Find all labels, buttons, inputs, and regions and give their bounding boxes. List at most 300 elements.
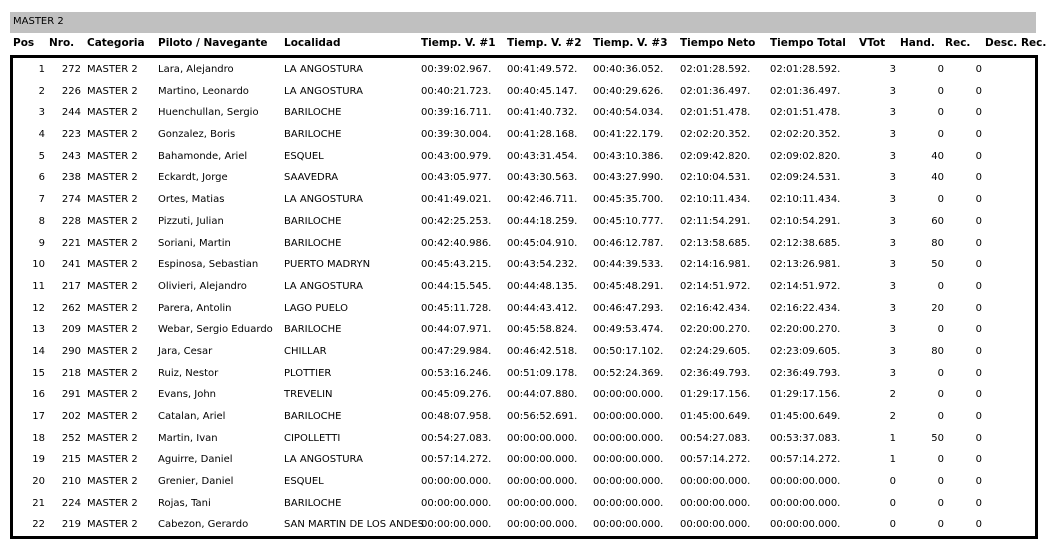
cell-tiempo-neto: 02:36:49.793. [680,367,751,379]
header-tiempo-v3: Tiemp. V. #3 [593,37,668,49]
cell-nro: 243 [61,150,81,162]
cell-tiempo-v1: 00:42:40.986. [421,237,492,249]
cell-tiempo-total: 02:01:36.497. [770,85,841,97]
cell-categoria: MASTER 2 [87,280,138,292]
cell-tiempo-total: 02:36:49.793. [770,367,841,379]
cell-hand: 0 [937,107,944,119]
cell-tiempo-v2: 00:00:00.000. [507,476,578,488]
cell-categoria: MASTER 2 [87,85,138,97]
cell-localidad: LAGO PUELO [284,302,349,314]
cell-rec: 0 [975,367,982,379]
cell-tiempo-v2: 00:41:40.732. [507,107,578,119]
header-desc-rec: Desc. Rec. [985,37,1047,49]
cell-vtot: 2 [889,411,896,422]
cell-vtot: 3 [889,367,896,379]
cell-tiempo-neto: 02:14:16.981. [680,259,751,271]
cell-piloto: Grenier, Daniel [158,476,234,488]
cell-tiempo-v1: 00:43:05.977. [421,172,492,184]
cell-tiempo-v1: 00:47:29.984. [421,345,492,357]
cell-tiempo-neto: 00:54:27.083. [680,432,751,444]
cell-hand: 0 [937,454,944,466]
cell-tiempo-neto: 02:24:29.605. [680,345,751,357]
cell-categoria: MASTER 2 [87,215,138,227]
cell-tiempo-v3: 00:52:24.369. [593,367,664,379]
cell-pos: 14 [32,345,45,357]
cell-tiempo-v2: 00:43:30.563. [507,172,578,184]
cell-tiempo-total: 00:00:00.000. [770,519,841,531]
cell-piloto: Martino, Leonardo [158,85,249,97]
cell-categoria: MASTER 2 [87,302,138,314]
cell-vtot: 2 [889,389,896,401]
cell-categoria: MASTER 2 [87,454,138,466]
cell-categoria: MASTER 2 [87,324,138,336]
table-row [0,234,1047,256]
cell-vtot: 3 [889,237,896,249]
cell-hand: 0 [937,367,944,379]
cell-nro: 224 [61,497,81,509]
cell-localidad: SAN MARTIN DE LOS ANDES [284,519,424,531]
cell-categoria: MASTER 2 [87,259,138,271]
cell-localidad: SAAVEDRA [284,172,339,184]
cell-tiempo-v3: 00:50:17.102. [593,345,664,357]
cell-vtot: 3 [889,172,896,184]
table-row [0,168,1047,190]
cell-tiempo-total: 02:12:38.685. [770,237,841,249]
cell-tiempo-total: 02:14:51.972. [770,280,841,292]
cell-tiempo-v3: 00:46:47.293. [593,302,664,314]
cell-nro: 218 [61,367,81,379]
cell-localidad: BARILOCHE [284,129,342,141]
cell-piloto: Huenchullan, Sergio [158,107,259,119]
cell-hand: 0 [937,194,944,206]
cell-pos: 10 [32,259,45,271]
cell-piloto: Soriani, Martin [158,237,231,249]
cell-piloto: Ruiz, Nestor [158,367,219,379]
cell-localidad: LA ANGOSTURA [284,454,363,466]
cell-localidad: CIPOLLETTI [284,432,341,444]
cell-nro: 215 [61,454,81,466]
cell-tiempo-total: 00:53:37.083. [770,432,841,444]
cell-tiempo-neto: 01:45:00.649. [680,411,751,422]
cell-tiempo-v1: 00:54:27.083. [421,432,492,444]
results-table-body [0,60,1047,537]
cell-localidad: ESQUEL [284,150,324,162]
cell-categoria: MASTER 2 [87,497,138,509]
cell-nro: 290 [61,345,81,357]
cell-tiempo-v1: 00:39:16.711. [421,107,492,119]
cell-tiempo-neto: 00:00:00.000. [680,497,751,509]
cell-vtot: 3 [889,259,896,271]
cell-tiempo-total: 02:02:20.352. [770,129,841,141]
cell-categoria: MASTER 2 [87,367,138,379]
cell-pos: 1 [38,64,45,75]
cell-localidad: LA ANGOSTURA [284,85,363,97]
cell-nro: 252 [61,432,81,444]
cell-tiempo-v2: 00:40:45.147. [507,85,578,97]
table-row [0,342,1047,364]
cell-piloto: Gonzalez, Boris [158,129,236,141]
cell-tiempo-v3: 00:45:35.700. [593,194,664,206]
cell-tiempo-v2: 00:42:46.711. [507,194,578,206]
cell-rec: 0 [975,302,982,314]
cell-nro: 272 [61,64,81,75]
cell-tiempo-v2: 00:44:07.880. [507,389,578,401]
cell-piloto: Rojas, Tani [158,497,211,509]
cell-pos: 9 [38,237,45,249]
cell-tiempo-total: 01:45:00.649. [770,411,841,422]
header-vtot: VTot [859,37,886,49]
cell-tiempo-neto: 02:20:00.270. [680,324,751,336]
cell-localidad: BARILOCHE [284,411,342,422]
table-row [0,125,1047,147]
cell-vtot: 1 [889,454,896,466]
cell-tiempo-neto: 02:13:58.685. [680,237,751,249]
cell-rec: 0 [975,389,982,401]
cell-pos: 3 [38,107,45,119]
cell-vtot: 0 [889,476,896,488]
cell-nro: 219 [61,519,81,531]
cell-localidad: BARILOCHE [284,215,342,227]
cell-tiempo-v1: 00:41:49.021. [421,194,492,206]
cell-categoria: MASTER 2 [87,432,138,444]
table-row [0,103,1047,125]
cell-piloto: Espinosa, Sebastian [158,259,259,271]
cell-localidad: BARILOCHE [284,324,342,336]
cell-tiempo-v3: 00:43:10.386. [593,150,664,162]
header-tiempo-total: Tiempo Total [770,37,846,49]
cell-vtot: 3 [889,324,896,336]
cell-rec: 0 [975,324,982,336]
cell-vtot: 0 [889,497,896,509]
cell-vtot: 3 [889,280,896,292]
cell-localidad: LA ANGOSTURA [284,194,363,206]
cell-tiempo-neto: 00:57:14.272. [680,454,751,466]
cell-rec: 0 [975,476,982,488]
cell-categoria: MASTER 2 [87,411,138,422]
cell-tiempo-total: 02:16:22.434. [770,302,841,314]
cell-hand: 50 [931,432,944,444]
cell-vtot: 3 [889,194,896,206]
cell-tiempo-total: 00:00:00.000. [770,497,841,509]
cell-tiempo-total: 01:29:17.156. [770,389,841,401]
cell-tiempo-v2: 00:44:18.259. [507,215,578,227]
cell-tiempo-v2: 00:00:00.000. [507,454,578,466]
cell-vtot: 3 [889,85,896,97]
cell-tiempo-neto: 02:01:36.497. [680,85,751,97]
cell-piloto: Evans, John [158,389,217,401]
cell-tiempo-v3: 00:40:54.034. [593,107,664,119]
cell-tiempo-total: 02:23:09.605. [770,345,841,357]
cell-pos: 11 [32,280,45,292]
table-row [0,60,1047,82]
cell-tiempo-v3: 00:00:00.000. [593,454,664,466]
cell-tiempo-v1: 00:45:43.215. [421,259,492,271]
cell-vtot: 3 [889,129,896,141]
cell-tiempo-total: 02:01:51.478. [770,107,841,119]
cell-tiempo-total: 00:00:00.000. [770,476,841,488]
cell-nro: 241 [61,259,81,271]
cell-pos: 5 [38,150,45,162]
cell-tiempo-v2: 00:41:49.572. [507,64,578,75]
cell-piloto: Lara, Alejandro [158,64,234,75]
cell-tiempo-v1: 00:44:15.545. [421,280,492,292]
cell-tiempo-v1: 00:00:00.000. [421,476,492,488]
cell-tiempo-neto: 01:29:17.156. [680,389,751,401]
cell-tiempo-v3: 00:40:29.626. [593,85,664,97]
cell-categoria: MASTER 2 [87,150,138,162]
cell-vtot: 1 [889,432,896,444]
cell-hand: 0 [937,411,944,422]
header-tiempo-v2: Tiemp. V. #2 [507,37,582,49]
table-row [0,82,1047,104]
cell-localidad: LA ANGOSTURA [284,280,363,292]
cell-nro: 210 [61,476,81,488]
cell-tiempo-v3: 00:45:10.777. [593,215,664,227]
cell-tiempo-total: 02:10:54.291. [770,215,841,227]
cell-rec: 0 [975,150,982,162]
cell-hand: 50 [931,259,944,271]
cell-pos: 22 [32,519,45,531]
cell-pos: 18 [32,432,45,444]
cell-hand: 0 [937,85,944,97]
cell-hand: 40 [931,150,944,162]
cell-hand: 80 [931,237,944,249]
cell-hand: 0 [937,497,944,509]
cell-pos: 16 [32,389,45,401]
cell-hand: 0 [937,280,944,292]
cell-tiempo-v2: 00:45:58.824. [507,324,578,336]
cell-nro: 228 [61,215,81,227]
cell-tiempo-v2: 00:43:54.232. [507,259,578,271]
cell-tiempo-v2: 00:51:09.178. [507,367,578,379]
cell-rec: 0 [975,411,982,422]
cell-nro: 238 [61,172,81,184]
cell-tiempo-neto: 02:10:04.531. [680,172,751,184]
table-row [0,407,1047,429]
cell-piloto: Cabezon, Gerardo [158,519,249,531]
cell-rec: 0 [975,280,982,292]
cell-categoria: MASTER 2 [87,237,138,249]
cell-localidad: PUERTO MADRYN [284,259,371,271]
cell-tiempo-v1: 00:42:25.253. [421,215,492,227]
cell-nro: 244 [61,107,81,119]
cell-rec: 0 [975,345,982,357]
cell-pos: 8 [38,215,45,227]
cell-rec: 0 [975,85,982,97]
cell-pos: 4 [38,129,45,141]
cell-tiempo-neto: 02:16:42.434. [680,302,751,314]
cell-tiempo-v2: 00:46:42.518. [507,345,578,357]
cell-tiempo-v3: 00:00:00.000. [593,519,664,531]
cell-categoria: MASTER 2 [87,476,138,488]
cell-piloto: Ortes, Matias [158,194,225,206]
cell-vtot: 3 [889,215,896,227]
cell-tiempo-total: 02:01:28.592. [770,64,841,75]
cell-nro: 209 [61,324,81,336]
cell-vtot: 3 [889,107,896,119]
cell-hand: 0 [937,324,944,336]
table-row [0,494,1047,516]
cell-pos: 13 [32,324,45,336]
cell-rec: 0 [975,194,982,206]
cell-tiempo-v2: 00:44:48.135. [507,280,578,292]
cell-tiempo-v2: 00:00:00.000. [507,497,578,509]
cell-tiempo-v3: 00:43:27.990. [593,172,664,184]
cell-tiempo-v1: 00:57:14.272. [421,454,492,466]
cell-pos: 15 [32,367,45,379]
cell-tiempo-v3: 00:41:22.179. [593,129,664,141]
cell-hand: 80 [931,345,944,357]
cell-pos: 12 [32,302,45,314]
cell-localidad: CHILLAR [284,345,327,357]
cell-nro: 221 [61,237,81,249]
cell-categoria: MASTER 2 [87,345,138,357]
cell-rec: 0 [975,172,982,184]
cell-tiempo-total: 02:09:02.820. [770,150,841,162]
header-pos: Pos [13,37,35,49]
cell-hand: 40 [931,172,944,184]
cell-localidad: TREVELIN [284,389,333,401]
table-row [0,255,1047,277]
cell-tiempo-v3: 00:40:36.052. [593,64,664,75]
cell-nro: 202 [61,411,81,422]
cell-vtot: 3 [889,345,896,357]
table-row [0,212,1047,234]
cell-rec: 0 [975,519,982,531]
cell-tiempo-v1: 00:39:02.967. [421,64,492,75]
cell-tiempo-v3: 00:00:00.000. [593,389,664,401]
cell-tiempo-v1: 00:45:09.276. [421,389,492,401]
cell-tiempo-v3: 00:00:00.000. [593,411,664,422]
cell-tiempo-v3: 00:46:12.787. [593,237,664,249]
cell-tiempo-v1: 00:39:30.004. [421,129,492,141]
cell-pos: 17 [32,411,45,422]
cell-tiempo-v2: 00:45:04.910. [507,237,578,249]
cell-tiempo-v3: 00:00:00.000. [593,432,664,444]
cell-localidad: PLOTTIER [284,367,332,379]
cell-hand: 0 [937,389,944,401]
cell-localidad: LA ANGOSTURA [284,64,363,75]
cell-hand: 0 [937,64,944,75]
cell-hand: 0 [937,519,944,531]
cell-rec: 0 [975,107,982,119]
cell-tiempo-neto: 02:01:51.478. [680,107,751,119]
table-row [0,472,1047,494]
header-nro: Nro. [49,37,75,49]
cell-tiempo-v1: 00:53:16.246. [421,367,492,379]
cell-hand: 0 [937,476,944,488]
header-rec: Rec. [945,37,971,49]
cell-tiempo-v1: 00:00:00.000. [421,497,492,509]
header-piloto: Piloto / Navegante [158,37,268,49]
cell-hand: 0 [937,129,944,141]
cell-tiempo-neto: 02:10:11.434. [680,194,751,206]
cell-categoria: MASTER 2 [87,172,138,184]
table-row [0,385,1047,407]
cell-categoria: MASTER 2 [87,107,138,119]
cell-tiempo-neto: 00:00:00.000. [680,519,751,531]
cell-nro: 262 [61,302,81,314]
cell-tiempo-v3: 00:44:39.533. [593,259,664,271]
cell-tiempo-neto: 00:00:00.000. [680,476,751,488]
cell-piloto: Aguirre, Daniel [158,454,233,466]
cell-tiempo-neto: 02:14:51.972. [680,280,751,292]
cell-tiempo-total: 02:20:00.270. [770,324,841,336]
cell-tiempo-total: 00:57:14.272. [770,454,841,466]
cell-rec: 0 [975,432,982,444]
table-row [0,364,1047,386]
cell-tiempo-total: 02:09:24.531. [770,172,841,184]
cell-categoria: MASTER 2 [87,194,138,206]
table-row [0,450,1047,472]
cell-pos: 19 [32,454,45,466]
cell-tiempo-v3: 00:00:00.000. [593,476,664,488]
cell-rec: 0 [975,259,982,271]
cell-tiempo-v1: 00:45:11.728. [421,302,492,314]
cell-tiempo-v1: 00:40:21.723. [421,85,492,97]
cell-hand: 20 [931,302,944,314]
cell-tiempo-v3: 00:45:48.291. [593,280,664,292]
cell-tiempo-v3: 00:00:00.000. [593,497,664,509]
cell-pos: 21 [32,497,45,509]
cell-categoria: MASTER 2 [87,64,138,75]
cell-hand: 60 [931,215,944,227]
cell-categoria: MASTER 2 [87,519,138,531]
cell-tiempo-v1: 00:43:00.979. [421,150,492,162]
cell-nro: 223 [61,129,81,141]
cell-piloto: Olivieri, Alejandro [158,280,247,292]
cell-tiempo-v1: 00:00:00.000. [421,519,492,531]
table-row [0,299,1047,321]
cell-vtot: 3 [889,302,896,314]
cell-piloto: Catalan, Ariel [158,411,226,422]
cell-piloto: Eckardt, Jorge [158,172,228,184]
category-band [10,12,1036,33]
cell-tiempo-total: 02:13:26.981. [770,259,841,271]
category-title: MASTER 2 [13,16,64,27]
table-row [0,429,1047,451]
cell-localidad: BARILOCHE [284,237,342,249]
header-localidad: Localidad [284,37,341,49]
cell-rec: 0 [975,497,982,509]
cell-tiempo-v2: 00:41:28.168. [507,129,578,141]
cell-tiempo-v2: 00:43:31.454. [507,150,578,162]
cell-categoria: MASTER 2 [87,389,138,401]
cell-vtot: 0 [889,519,896,531]
cell-tiempo-neto: 02:01:28.592. [680,64,751,75]
header-tiempo-neto: Tiempo Neto [680,37,756,49]
header-categoria: Categoria [87,37,145,49]
cell-tiempo-total: 02:10:11.434. [770,194,841,206]
cell-tiempo-v2: 00:56:52.691. [507,411,578,422]
cell-tiempo-v2: 00:00:00.000. [507,432,578,444]
header-hand: Hand. [900,37,935,49]
cell-piloto: Parera, Antolin [158,302,232,314]
cell-tiempo-v1: 00:48:07.958. [421,411,492,422]
cell-localidad: ESQUEL [284,476,324,488]
cell-piloto: Jara, Cesar [158,345,213,357]
cell-piloto: Bahamonde, Ariel [158,150,248,162]
cell-tiempo-v2: 00:00:00.000. [507,519,578,531]
cell-nro: 226 [61,85,81,97]
cell-rec: 0 [975,454,982,466]
cell-tiempo-v2: 00:44:43.412. [507,302,578,314]
cell-localidad: BARILOCHE [284,107,342,119]
table-row [0,147,1047,169]
cell-piloto: Webar, Sergio Eduardo [158,324,273,336]
cell-nro: 217 [61,280,81,292]
cell-pos: 7 [38,194,45,206]
